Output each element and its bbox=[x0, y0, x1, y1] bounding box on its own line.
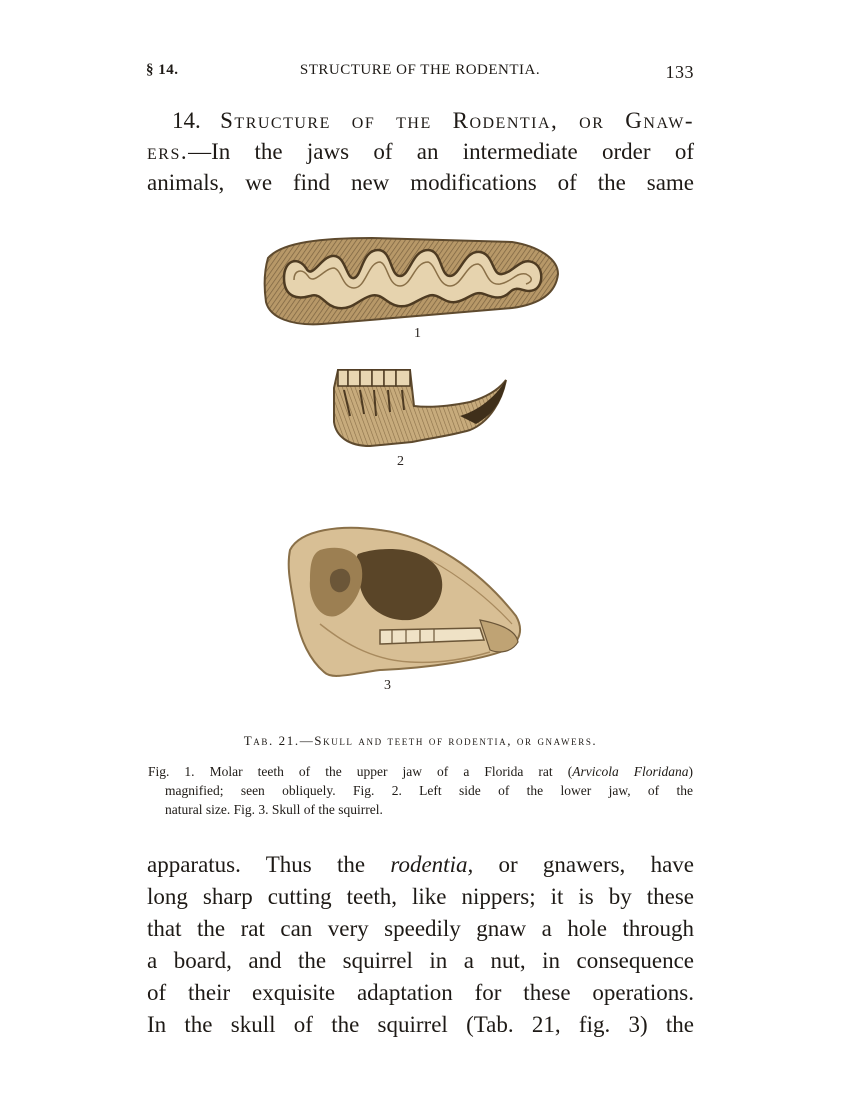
paragraph-line bbox=[147, 105, 694, 136]
bottom-paragraph bbox=[147, 849, 694, 1041]
heading-number: 14. bbox=[172, 108, 201, 133]
page-number: 133 bbox=[665, 62, 694, 82]
top-paragraph bbox=[147, 105, 694, 198]
paragraph-line: of their exquisite adaptation for these operations. bbox=[147, 980, 694, 1005]
section-heading: Structure of the Rodentia, or Gnaw- bbox=[220, 108, 694, 133]
figure-caption bbox=[148, 762, 693, 819]
figure-1-molar-teeth bbox=[262, 228, 562, 328]
paragraph-line: a board, and the squirrel in a nut, in consequence bbox=[147, 948, 694, 973]
figure-3-label: 3 bbox=[384, 678, 391, 693]
caption-line: Fig. 1. Molar teeth of the upper jaw of a Florida rat (Arvicola Floridana) bbox=[148, 764, 693, 779]
caption-line: natural size. Fig. 3. Skull of the squirrel. bbox=[165, 802, 383, 817]
plate-caption: Tab. 21.—Skull and teeth of rodentia, or gnawers. bbox=[243, 733, 598, 748]
paragraph-line: that the rat can very speedily gnaw a hole through bbox=[147, 916, 694, 941]
caption-line: magnified; seen obliquely. Fig. 2. Left side of the lower jaw, of the bbox=[165, 783, 693, 798]
figure-2-lower-jaw bbox=[330, 366, 510, 452]
section-mark: § 14. bbox=[146, 62, 179, 78]
figure-2-label: 2 bbox=[397, 454, 404, 469]
figure-3-squirrel-skull bbox=[280, 520, 526, 682]
paragraph-line: In the skull of the squirrel (Tab. 21, fig. 3) the bbox=[147, 1012, 694, 1037]
figure-1-label: 1 bbox=[414, 326, 421, 341]
paragraph-line: animals, we find new modifications of the same bbox=[147, 170, 694, 195]
section-heading-end: ers. bbox=[147, 139, 189, 164]
species-name: Arvicola Floridana bbox=[572, 764, 689, 779]
paragraph-line: long sharp cutting teeth, like nippers; it is by these bbox=[147, 884, 694, 909]
italic-term: rodentia, bbox=[390, 852, 474, 877]
running-title: STRUCTURE OF THE RODENTIA. bbox=[299, 62, 541, 78]
running-head bbox=[146, 62, 694, 86]
paragraph-line: apparatus. Thus the rodentia, or gnawers, have bbox=[147, 852, 694, 877]
paragraph-line: ers.—In the jaws of an intermediate order of bbox=[147, 139, 694, 164]
